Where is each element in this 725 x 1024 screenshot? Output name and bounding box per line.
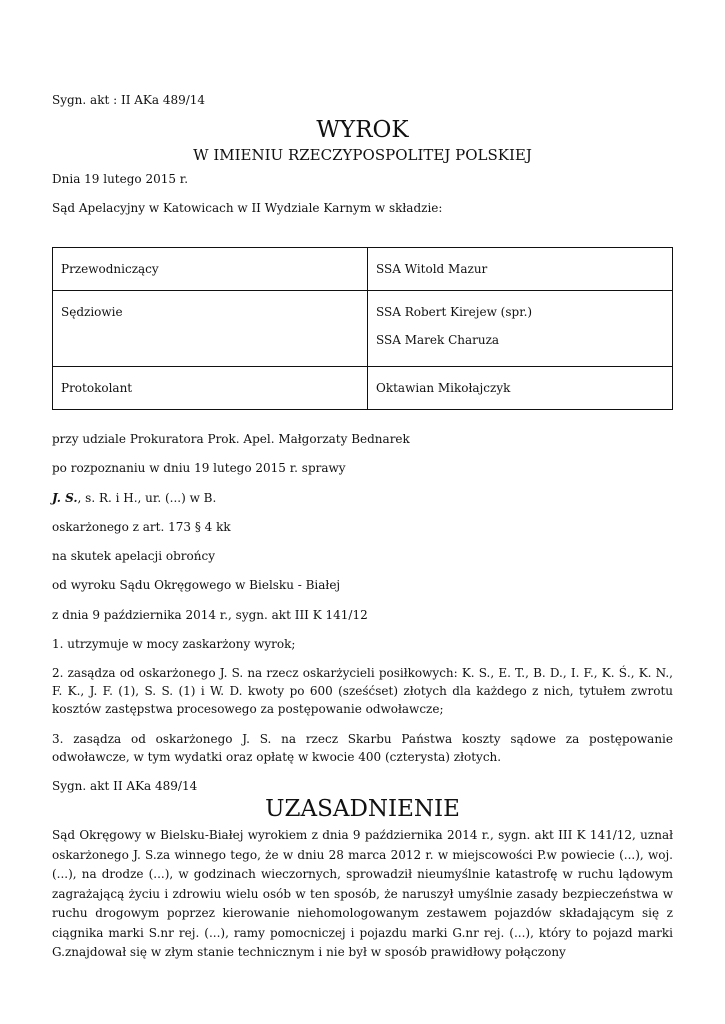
panel-role: Przewodniczący bbox=[53, 248, 368, 291]
table-row bbox=[53, 248, 673, 291]
justification-body: Sąd Okręgowy w Bielsku-Białej wyrokiem z dnia 9 października 2014 r., sygn. akt III K 141/12, uznał oskarżonego J. S.za winnego tego, że w dniu 28 marca 2012 r. w miejscowości P.w powiecie (...), woj. (...), na drodze (...), w godzinach wieczornych, sprowadził nieumyślnie katastrofę w ruchu lądowym zagrażającą życiu i zdrowiu wielu osób w ten sposób, że naruszył umyślnie zasady bezpieczeństwa w ruchu drogowym poprzez kierowanie niehomologowanym zestawem pojazdów składającym się z ciągnika marki S.nr rej. (...), ramy pomocniczej i pojazdu marki G.nr rej. (...), który to pojazd marki G.znajdował się w złym stanie technicznym i nie był w sposób prawidłowy połączony bbox=[52, 828, 673, 959]
judgment-date-line: z dnia 9 października 2014 r., sygn. akt III K 141/12 bbox=[52, 608, 368, 622]
panel-member-name: Oktawian Mikołajczyk bbox=[376, 381, 511, 395]
panel-role: Sędziowie bbox=[53, 291, 368, 367]
table-row bbox=[53, 291, 673, 367]
document-subtitle: W IMIENIU RZECZYPOSPOLITEJ POLSKIEJ bbox=[193, 146, 532, 164]
prosecutor-line: przy udziale Prokuratora Prok. Apel. Małgorzaty Bednarek bbox=[52, 432, 410, 446]
panel-member bbox=[368, 367, 673, 410]
panel-member bbox=[368, 291, 673, 367]
panel-member bbox=[368, 248, 673, 291]
judgment-date: Dnia 19 lutego 2015 r. bbox=[52, 172, 189, 186]
ruling-3: 3. zasądza od oskarżonego J. S. na rzecz Skarbu Państwa koszty sądowe za postępowanie odwoławcze, w tym wydatki oraz opłatę w kwocie 400 (czterysta) złotych. bbox=[52, 732, 673, 764]
court-panel-table bbox=[52, 247, 673, 410]
panel-member-name: SSA Witold Mazur bbox=[376, 262, 488, 276]
case-number: Sygn. akt : II AKa 489/14 bbox=[52, 93, 206, 107]
charge-line: oskarżonego z art. 173 § 4 kk bbox=[52, 520, 231, 534]
document-title: WYROK bbox=[316, 117, 409, 143]
ruling-2: 2. zasądza od oskarżonego J. S. na rzecz oskarżycieli posiłkowych: K. S., E. T., B. D., I. F., K. Ś., K. N., F. K., J. F. (1), S. S. (1) i W. D. kwoty po 600 (sześćset) złotych dla każdego z nich, tytułem zwrotu kosztów zastępstwa procesowego za postępowanie odwoławcze; bbox=[52, 666, 673, 716]
appeal-line: na skutek apelacji obrońcy bbox=[52, 549, 215, 563]
justification-title: UZASADNIENIE bbox=[265, 796, 460, 822]
defendant-line bbox=[52, 491, 216, 506]
panel-member-name: SSA Robert Kirejew (spr.) bbox=[376, 305, 533, 319]
defendant-details: , s. R. i H., ur. (...) w B. bbox=[77, 491, 217, 505]
panel-role: Protokolant bbox=[53, 367, 368, 410]
ruling-1: 1. utrzymuje w mocy zaskarżony wyrok; bbox=[52, 637, 296, 651]
panel-member-name: SSA Marek Charuza bbox=[376, 333, 500, 347]
table-row bbox=[53, 367, 673, 410]
court-composition: Sąd Apelacyjny w Katowicach w II Wydziale Karnym w składzie: bbox=[52, 201, 443, 215]
defendant-name: J. S. bbox=[52, 491, 78, 505]
judgment-from-line: od wyroku Sądu Okręgowego w Bielsku - Białej bbox=[52, 578, 341, 592]
justification-case-number: Sygn. akt II AKa 489/14 bbox=[52, 779, 198, 793]
hearing-line: po rozpoznaniu w dniu 19 lutego 2015 r. sprawy bbox=[52, 461, 346, 475]
